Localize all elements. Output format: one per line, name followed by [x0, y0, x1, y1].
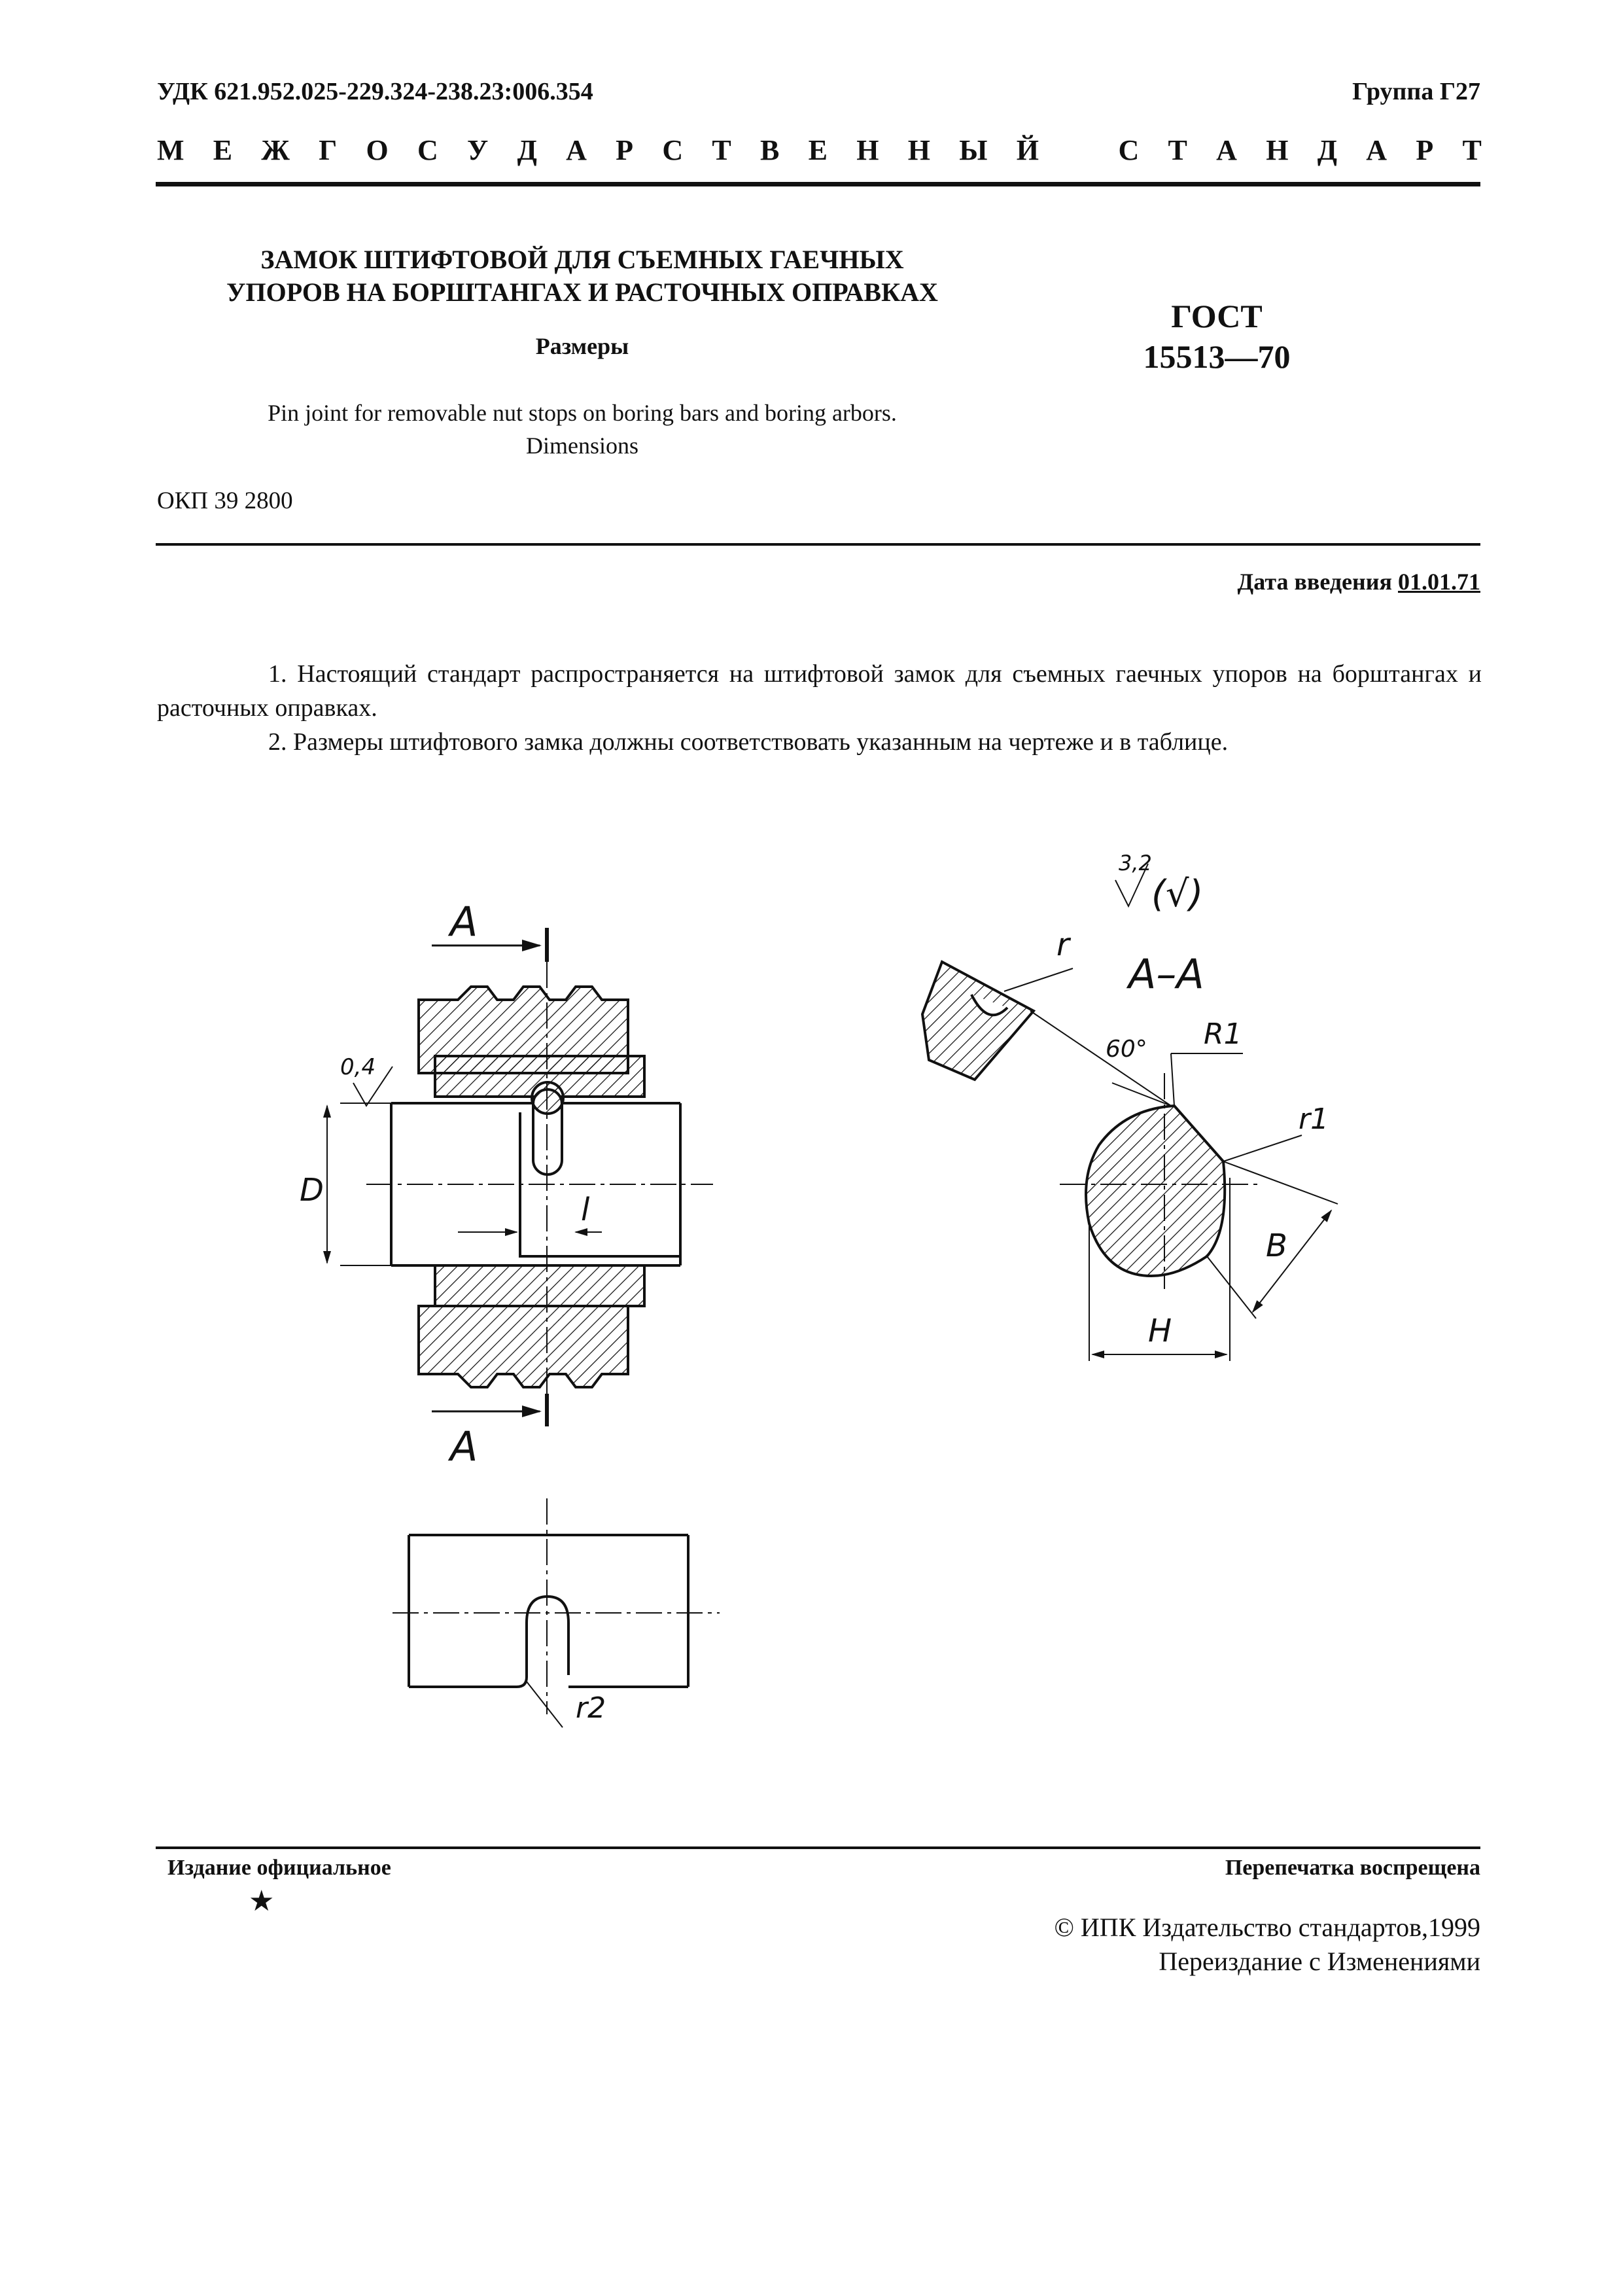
interstate-heading-letter: Т [712, 134, 731, 166]
interstate-heading-letter: Ж [261, 134, 290, 166]
label-section-top: A [450, 898, 478, 945]
label-angle: 60° [1106, 1036, 1147, 1063]
republication-note: Переиздание с Изменениями [1159, 1947, 1480, 1976]
interstate-heading-letter: Ы [959, 134, 988, 166]
okp-code: ОКП 39 2800 [157, 487, 293, 514]
lower-bushing [435, 1265, 644, 1306]
label-section-bottom: A [450, 1422, 478, 1470]
interstate-heading-letter: О [366, 134, 389, 166]
title-english-line-1: Pin joint for removable nut stops on boring bars and boring arbors. [268, 400, 897, 426]
interstate-heading-letter: Р [616, 134, 634, 166]
gost-number: 15513—70 [1143, 338, 1291, 375]
interstate-heading-letter: Е [213, 134, 233, 166]
interstate-heading-letter: Т [1168, 134, 1187, 166]
introduction-date-value: 01.01.71 [1398, 569, 1480, 595]
label-section-title: A–A [1128, 950, 1204, 998]
gost-label: ГОСТ [1171, 298, 1263, 334]
title-line-2: УПОРОВ НА БОРШТАНГАХ И РАСТОЧНЫХ ОПРАВКАХ [226, 277, 938, 307]
interstate-heading-letter: В [760, 134, 780, 166]
label-dim-l: l [581, 1192, 590, 1228]
title-subtitle: Размеры [535, 333, 629, 359]
title-line-1: ЗАМОК ШТИФТОВОЙ ДЛЯ СЪЕМНЫХ ГАЕЧНЫХ [260, 245, 904, 274]
lower-nut-section [419, 1306, 628, 1387]
reprint-prohibited: Перепечатка воспрещена [1225, 1856, 1480, 1880]
interstate-heading-letter: Д [1317, 134, 1337, 166]
copyright: © ИПК Издательство стандартов,1999 [1054, 1913, 1480, 1942]
shaft-section [1086, 1106, 1225, 1276]
interstate-heading-letter: Т [1462, 134, 1482, 166]
label-radius-r1: r1 [1299, 1103, 1329, 1136]
paragraph-1: 1. Настоящий стандарт распространяется на штифтовой замок для съемных гаечных упоров на борштангах и расточных оправках. [157, 660, 1482, 722]
interstate-heading-letter: Г [319, 134, 338, 166]
label-dim-H: H [1148, 1313, 1172, 1349]
label-radius-r2: r2 [576, 1691, 606, 1725]
section-fragment [922, 962, 1034, 1080]
label-roughness-right: 3,2 [1119, 851, 1152, 875]
title-english-line-2: Dimensions [525, 433, 638, 459]
label-dim-D: D [300, 1172, 324, 1209]
interstate-heading-letter: У [467, 134, 489, 166]
interstate-heading-letter: А [566, 134, 587, 166]
slot-detail-view [393, 1498, 720, 1727]
label-dim-B: B [1266, 1227, 1287, 1264]
interstate-heading-letter: Й [1016, 134, 1039, 166]
udk-code: УДК 621.952.025-229.324-238.23:006.354 [157, 78, 593, 105]
paragraph-2: 2. Размеры штифтового замка должны соответствовать указанным на чертеже и в таблице. [268, 728, 1229, 756]
interstate-heading-letter: Н [856, 134, 879, 166]
label-roughness-left: 0,4 [340, 1054, 376, 1080]
label-radius-r: r [1056, 927, 1070, 963]
interstate-heading-letter: Р [1416, 134, 1434, 166]
star-icon: ★ [249, 1885, 275, 1917]
interstate-heading-letter: С [662, 134, 684, 166]
footer-rule [156, 1846, 1480, 1849]
interstate-heading-letter: А [1216, 134, 1237, 166]
label-radius-R1: R1 [1204, 1017, 1242, 1051]
interstate-heading-letter: Е [808, 134, 828, 166]
group-code: Группа Г27 [1352, 78, 1480, 105]
section-aa-view [922, 864, 1338, 1361]
interstate-heading-letter: Н [1266, 134, 1289, 166]
interstate-heading-letter: А [1366, 134, 1387, 166]
interstate-heading-letter: Н [907, 134, 930, 166]
interstate-heading-letter: Д [517, 134, 537, 166]
introduction-date-label: Дата введения [1237, 569, 1392, 595]
interstate-heading-letter: М [157, 134, 184, 166]
official-edition: Издание официальное [167, 1856, 391, 1880]
assembly-view [327, 928, 713, 1426]
interstate-heading-letter: С [417, 134, 438, 166]
label-roughness-paren: (√) [1151, 873, 1204, 915]
interstate-heading-letter: С [1118, 134, 1140, 166]
